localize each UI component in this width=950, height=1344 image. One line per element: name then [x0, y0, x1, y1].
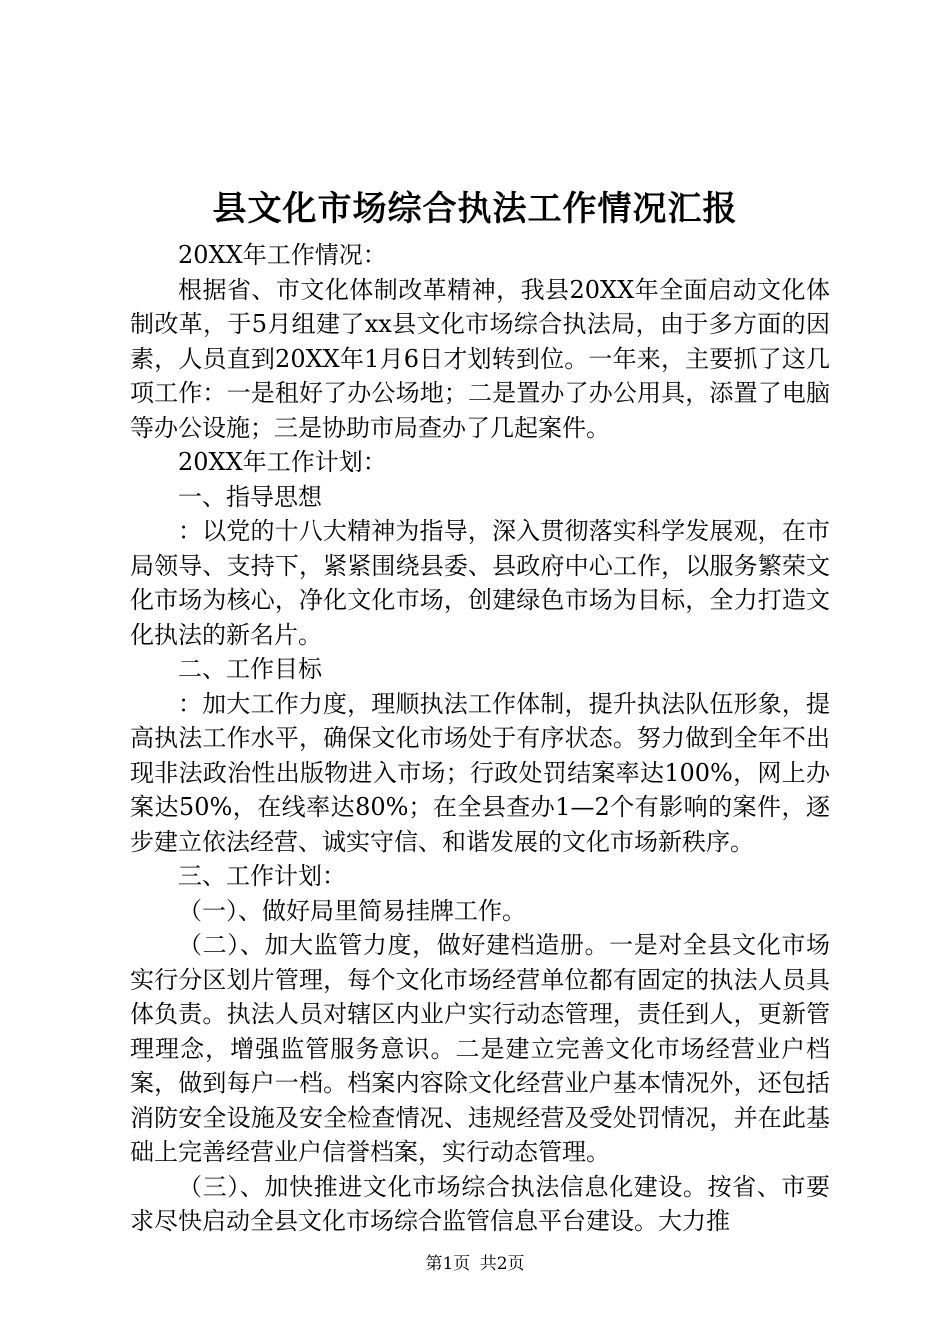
heading-guiding-thought: 一、指导思想	[178, 482, 322, 511]
plan-item-3: （三）、加快推进文化市场综合执法信息化建设。按省、市要求尽快启动全县文化市场综合监管信息平台建设。大力推	[130, 1172, 830, 1235]
paragraph-summary: 根据省、市文化体制改革精神，我县20XX年全面启动文化体制改革，于5月组建了xx县文化市场综合执法局，由于多方面的因素，人员直到20XX年1月6日才划转到位。一年来，主要抓了这几项工作：一是租好了办公场地；二是置办了办公用具，添置了电脑等办公设施；三是协助市局查办了几起案件。	[130, 275, 830, 442]
section-heading-2013-summary: 20XX年工作情况：	[178, 241, 387, 269]
plan-item-1: （一）、做好局里简易挂牌工作。	[178, 896, 526, 925]
page-number-footer: 第1页 共2页	[425, 1254, 525, 1274]
paragraph-work-goals: ：加大工作力度，理顺执法工作体制，提升执法队伍形象，提高执法工作水平，确保文化市场处于有序状态。努力做到全年不出现非法政治性出版物进入市场；行政处罚结案率达100%，网上办案达50%，在线率达80%；在全县查办1—2个有影响的案件，逐步建立依法经营、诚实守信、和谐发展的文化市场新秩序。	[130, 689, 830, 856]
plan-item-2: （二）、加大监管力度，做好建档造册。一是对全县文化市场实行分区划片管理，每个文化市场经营单位都有固定的执法人员具体负责。执法人员对辖区内业户实行动态管理，责任到人，更新管理理念，增强监管服务意识。二是建立完善文化市场经营业户档案，做到每户一档。档案内容除文化经营业户基本情况外，还包括消防安全设施及安全检查情况、违规经营及受处罚情况，并在此基础上完善经营业户信誉档案，实行动态管理。	[130, 931, 830, 1166]
heading-work-plan: 三、工作计划：	[178, 862, 346, 890]
document-title: 县文化市场综合执法工作情况汇报	[212, 189, 738, 229]
document-body	[130, 238, 830, 1239]
paragraph-guiding-thought: ：以党的十八大精神为指导，深入贯彻落实科学发展观，在市局领导、支持下，紧紧围绕县委、县政府中心工作，以服务繁荣文化市场为核心，净化文化市场，创建绿色市场为目标，全力打造文化执法的新名片。	[130, 517, 830, 649]
heading-work-goals: 二、工作目标	[178, 655, 322, 683]
section-heading-2014-plan: 20XX年工作计划：	[178, 448, 387, 476]
